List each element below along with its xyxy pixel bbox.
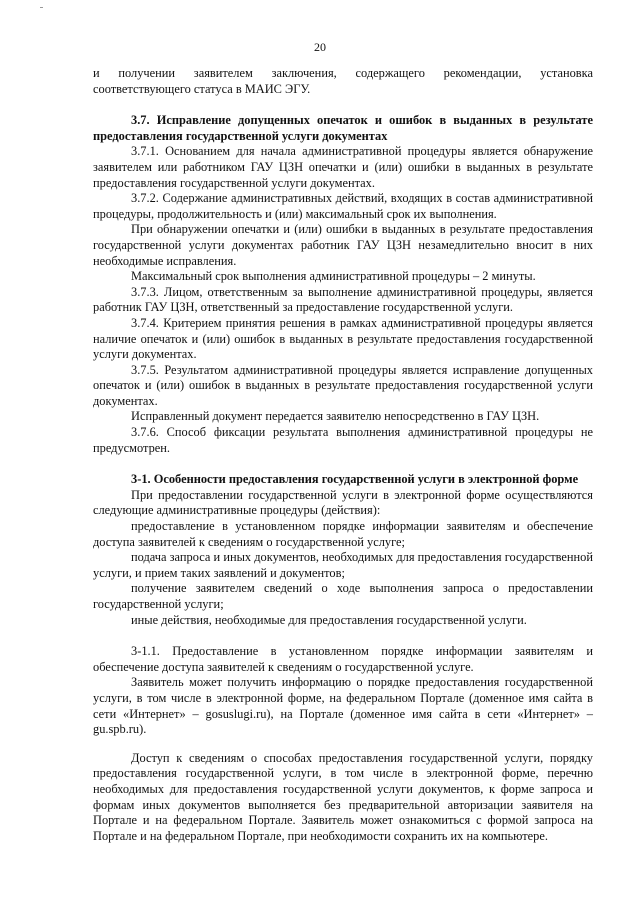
list-item-other-actions: иные действия, необходимые для предоставления государственной услуги. xyxy=(131,612,527,627)
paragraph-3-7-6: 3.7.6. Способ фиксации результата выполнения административной процедуры не предусмотрен. xyxy=(93,425,593,455)
list-item-information: предоставление в установленном порядке информации заявителям и обеспечение доступа заявителей к сведениям о государственной услуге; xyxy=(93,519,593,549)
paragraph-correction: При обнаружении опечатки и (или) ошибки в выданных в результате предоставления государственной услуги документах работник ГАУ ЦЗН незамедлительно вносит в них необходимые исправления. xyxy=(93,222,593,268)
scan-mark xyxy=(40,7,43,8)
paragraph-max-duration: Максимальный срок выполнения административной процедуры – 2 минуты. xyxy=(131,269,536,284)
section-heading-3-7: 3.7. Исправление допущенных опечаток и ошибок в выданных в результате предоставления государственной услуги документах xyxy=(93,113,593,143)
section-heading-3-1: 3-1. Особенности предоставления государственной услуги в электронной форме xyxy=(131,472,579,487)
list-item-status-info: получение заявителем сведений о ходе выполнения запроса о предоставлении государственной услуги; xyxy=(93,581,593,611)
paragraph-electronic-procedures: При предоставлении государственной услуги в электронной форме осуществляются следующие административные процедуры (действия): xyxy=(93,487,593,518)
paragraph-applicant-info: Заявитель может получить информацию о порядке предоставления государственной услуги, в том числе в электронной форме, на федеральном Портале (доменное имя сайта в сети «Интернет» – gosuslugi.ru), на Портале (доменное имя сайта в сети «Интернет» – gu.spb.ru). xyxy=(93,675,593,737)
paragraph-3-7-3: 3.7.3. Лицом, ответственным за выполнение административной процедуры, является работник ГАУ ЦЗН, ответственный за предоставление государственной услуги. xyxy=(93,284,593,315)
document-body xyxy=(93,66,593,844)
paragraph-3-7-4: 3.7.4. Критерием принятия решения в рамках административной процедуры является наличие опечаток и (или) ошибок в выданных в результате предоставления государственной услуги документах. xyxy=(93,315,593,362)
list-item-request-submission: подача запроса и иных документов, необходимых для предоставления государственной услуги, и прием таких заявлений и документов; xyxy=(93,550,593,580)
page-number: 20 xyxy=(314,40,326,54)
paragraph-access-info: Доступ к сведениям о способах предоставления государственной услуги, порядку предоставления государственной услуги, в том числе в электронной форме, перечню необходимых для предоставления государственной услуги документов, к форме запроса и формам иных документов выполняется без предварительной авторизации заявителя на Портале и на федеральном Портале. Заявитель может ознакомиться с формой запроса на Портале и на федеральном Портале, при необходимости сохранить их на компьютере. xyxy=(93,750,593,843)
paragraph-3-7-5: 3.7.5. Результатом административной процедуры является исправление допущенных опечаток и (или) ошибок в выданных в результате предоставления государственной услуги документах. xyxy=(93,362,593,408)
paragraph-3-7-1: 3.7.1. Основанием для начала административной процедуры является обнаружение заявителем или работником ГАУ ЦЗН опечатки и (или) ошибки в выданных в результате предоставления государственной услуги документах. xyxy=(93,144,593,190)
paragraph-3-1-1: 3-1.1. Предоставление в установленном порядке информации заявителям и обеспечение доступа заявителей к сведениям о государственной услуге. xyxy=(93,644,593,674)
paragraph-3-7-2: 3.7.2. Содержание административных действий, входящих в состав административной процедуры, продолжительность и (или) максимальный срок их выполнения. xyxy=(93,191,593,221)
paragraph-continuation: и получении заявителем заключения, содержащего рекомендации, установка соответствующего статуса в МАИС ЭГУ. xyxy=(93,66,593,96)
paragraph-corrected-document: Исправленный документ передается заявителю непосредственно в ГАУ ЦЗН. xyxy=(131,409,540,424)
